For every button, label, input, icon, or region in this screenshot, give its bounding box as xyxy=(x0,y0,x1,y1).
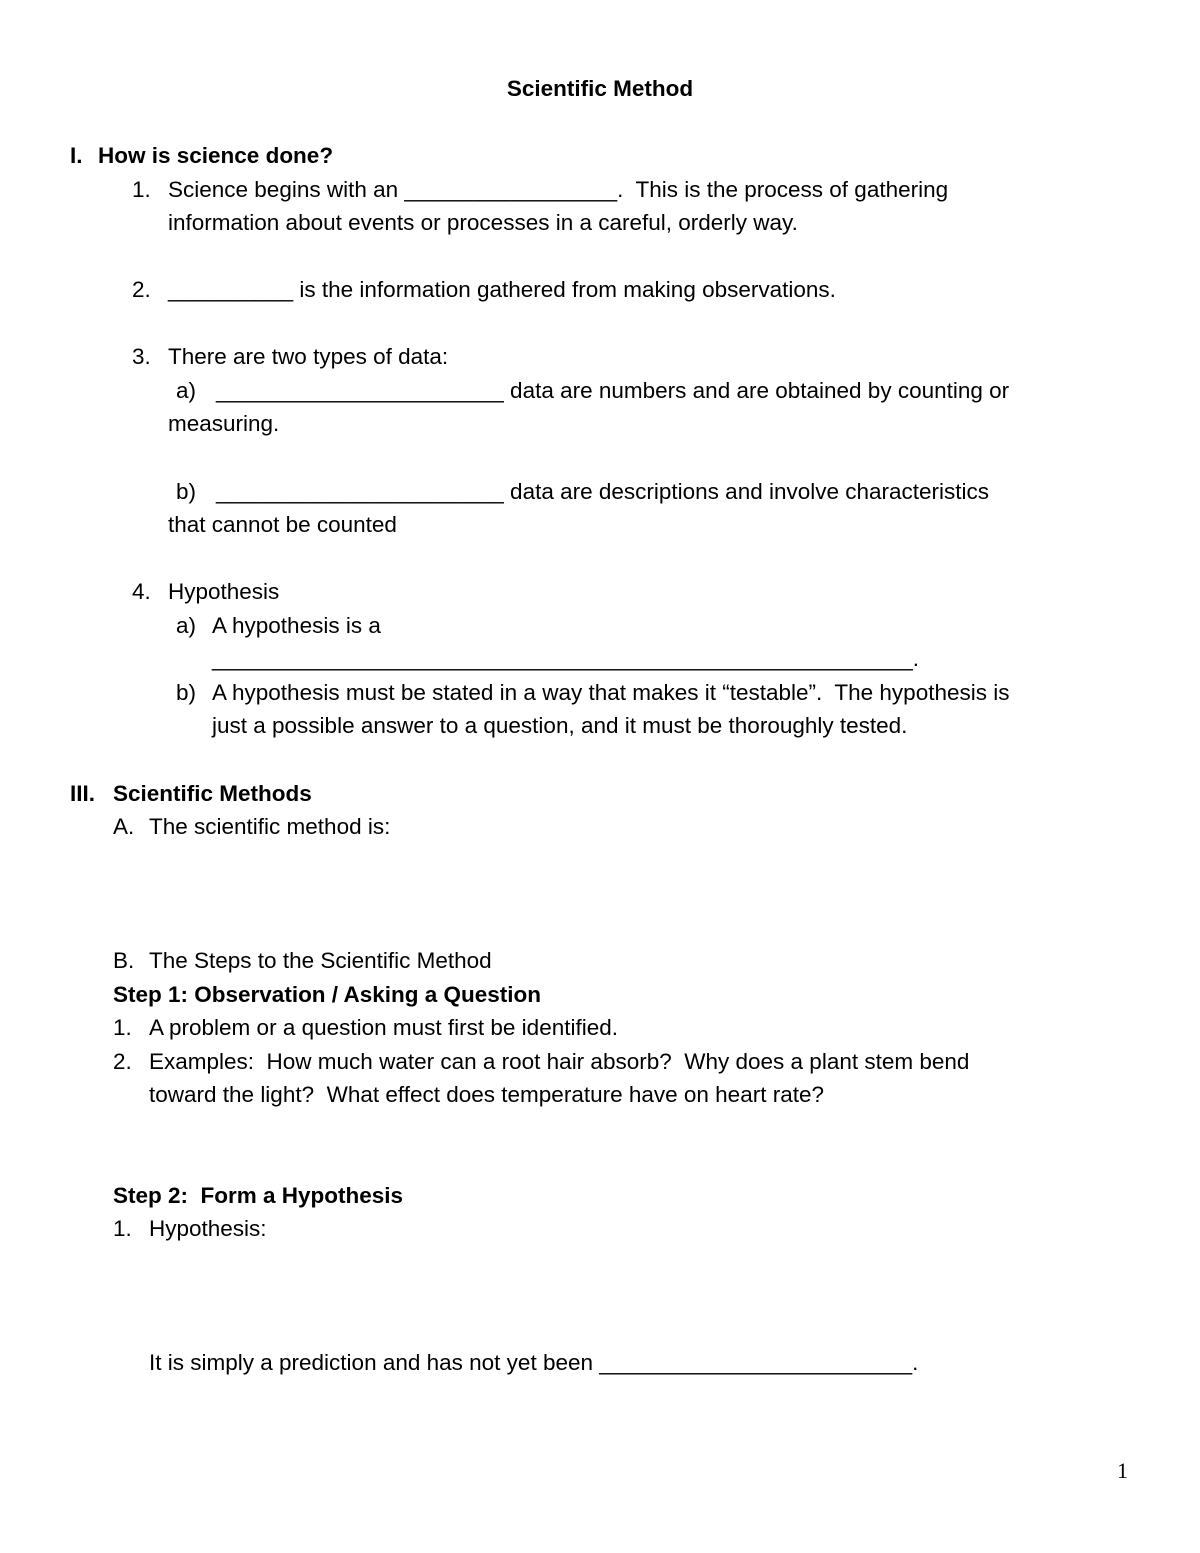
item-3a-label: a) xyxy=(176,378,197,403)
step-1-heading: Step 1: Observation / Asking a Question xyxy=(113,982,542,1007)
item-2-line1: __________ is the information gathered from making observations. xyxy=(168,277,836,302)
item-4-number: 4. xyxy=(132,579,151,604)
step-2-note: It is simply a prediction and has not yet been _________________________. xyxy=(149,1350,919,1375)
item-4a-line2: ________________________________________________________. xyxy=(212,646,920,671)
step-1-item-2-line1: Examples: How much water can a root hair absorb? Why does a plant stem bend xyxy=(149,1049,970,1074)
item-1-line2: information about events or processes in a careful, orderly way. xyxy=(168,210,798,235)
item-2-number: 2. xyxy=(132,277,151,302)
step-1-item-1-number: 1. xyxy=(113,1015,132,1040)
item-4-line1: Hypothesis xyxy=(168,579,280,604)
section-3a-text: The scientific method is: xyxy=(149,814,391,839)
document-title: Scientific Method xyxy=(506,76,694,101)
item-3b-label: b) xyxy=(176,479,197,504)
item-3-number: 3. xyxy=(132,344,151,369)
section-3b-text: The Steps to the Scientific Method xyxy=(149,948,492,973)
page-number: 1 xyxy=(1117,1458,1128,1483)
section-1-heading: How is science done? xyxy=(98,143,334,168)
item-3b-line2: that cannot be counted xyxy=(168,512,397,537)
item-3b-line1: _______________________ data are descriptions and involve characteristics xyxy=(216,479,990,504)
item-1-line1: Science begins with an _________________. This is the process of gathering xyxy=(168,177,949,202)
item-4b-line2: just a possible answer to a question, and it must be thoroughly tested. xyxy=(212,713,908,738)
step-1-item-1-text: A problem or a question must first be identified. xyxy=(149,1015,618,1040)
item-3-line1: There are two types of data: xyxy=(168,344,449,369)
section-3b-label: B. xyxy=(113,948,135,973)
section-3a-label: A. xyxy=(113,814,135,839)
item-3a-line1: _______________________ data are numbers and are obtained by counting or xyxy=(216,378,1010,403)
item-4a-label: a) xyxy=(176,613,197,638)
step-1-item-2-number: 2. xyxy=(113,1049,132,1074)
item-4b-line1: A hypothesis must be stated in a way that makes it “testable”. The hypothesis is xyxy=(212,680,1010,705)
step-1-item-2-line2: toward the light? What effect does temperature have on heart rate? xyxy=(149,1082,824,1107)
step-2-item-1-text: Hypothesis: xyxy=(149,1216,267,1241)
step-2-heading: Step 2: Form a Hypothesis xyxy=(113,1183,404,1208)
item-3a-line2: measuring. xyxy=(168,411,280,436)
section-3-heading: Scientific Methods xyxy=(113,781,312,806)
item-4a-line1: A hypothesis is a xyxy=(212,613,381,638)
item-1-number: 1. xyxy=(132,177,151,202)
step-2-item-1-number: 1. xyxy=(113,1216,132,1241)
section-3-numeral: III. xyxy=(70,781,96,806)
item-4b-label: b) xyxy=(176,680,197,705)
section-1-numeral: I. xyxy=(70,143,83,168)
